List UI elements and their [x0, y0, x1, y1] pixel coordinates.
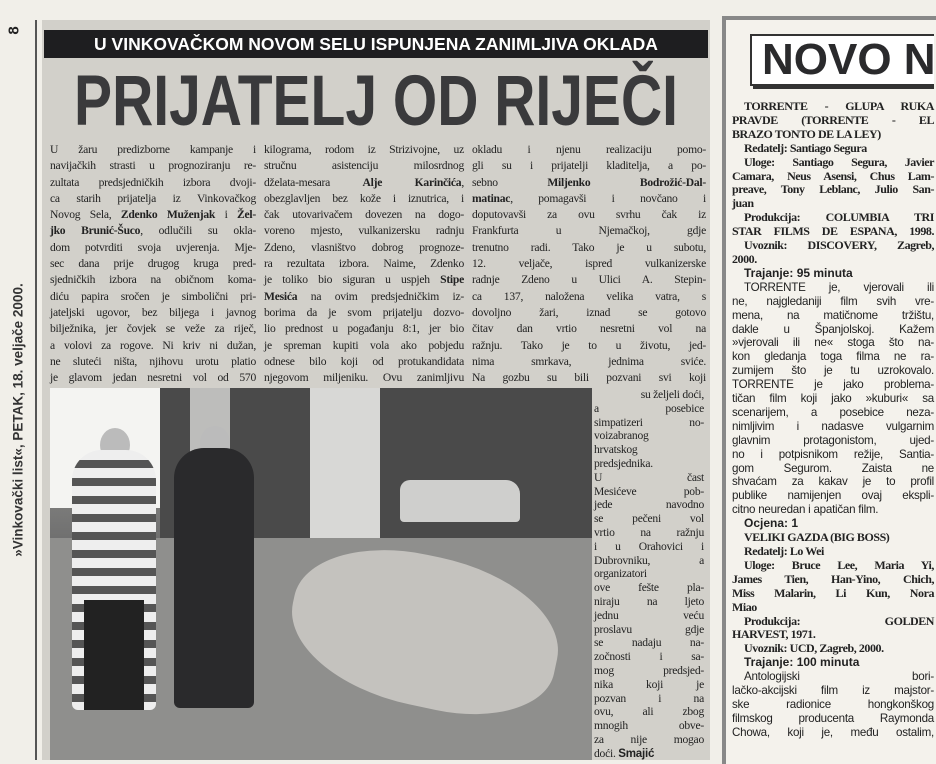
- text-run: zočnosti i sa-: [594, 650, 704, 664]
- text-line: [594, 471, 704, 485]
- text-line: [50, 305, 256, 321]
- review-line: Uvoznik: DISCOVERY, Zagreb,: [744, 238, 934, 253]
- text-run: okladu i njenu realizaciju pomo-: [472, 143, 706, 156]
- text-run: dovoljno žari, iznad se gotovo: [472, 305, 706, 319]
- photo-car: [400, 480, 520, 522]
- text-line: [50, 272, 256, 288]
- text-run: ove fešte pla-: [594, 581, 704, 595]
- bold-name: Alje Karinčića: [362, 175, 462, 189]
- text-run: stručnu asistenciju milosrdnog: [264, 159, 464, 173]
- review-line: Miao: [732, 599, 757, 614]
- review-line: Redatelj: Lo Wei: [744, 544, 824, 558]
- text-line: [264, 370, 464, 386]
- text-line: [50, 321, 256, 337]
- text-run: čak utovarivačem dovezen na dogo-: [264, 208, 464, 222]
- review-line: 2000.: [732, 251, 757, 266]
- text-run: su željeli doći,: [640, 388, 704, 401]
- text-run: ražnju. Tako je to u životu, jed-: [472, 338, 706, 352]
- text-line: [594, 540, 704, 554]
- photo-person-legs: [84, 600, 144, 710]
- text-line: [472, 142, 706, 158]
- text-run: jede navodno: [594, 498, 704, 512]
- review-line: Miss Malarin, Li Kun, Nora: [732, 585, 934, 600]
- text-run: je toliko bio siguran u uspjeh: [264, 273, 441, 287]
- text-run: U čast: [594, 470, 704, 484]
- text-run: a volovi za rogove. Ni kriv ni dužan,: [50, 338, 256, 352]
- text-run: na ovim predsjedničkim iz-: [297, 289, 464, 303]
- review-line: TORRENTE je jako problema-: [732, 378, 934, 392]
- text-line: [264, 256, 464, 272]
- bold-name: jko Brunić-Šuco: [50, 224, 141, 238]
- film-reviews-text: [732, 100, 934, 740]
- text-run: doći.: [594, 746, 619, 760]
- photo-person-dark-jacket: [174, 448, 254, 708]
- text-line: [50, 289, 256, 305]
- text-line: [472, 289, 706, 305]
- text-run: jateljski ugovor, bez biljega i javnog: [50, 305, 256, 319]
- review-line: gom Segurom. Zaista ne: [732, 461, 934, 475]
- bold-name: Stipe: [440, 273, 464, 287]
- bold-name: Miljenko Bodrožić-Dal-: [547, 175, 706, 189]
- text-line: [594, 692, 704, 706]
- text-line: [594, 402, 704, 416]
- text-line: [472, 305, 706, 321]
- review-line: glavnim protagonistom, ujed-: [732, 433, 934, 447]
- review-line: VELIKI GAZDA (BIG BOSS): [744, 530, 890, 545]
- bold-name: Mesića: [264, 289, 298, 303]
- photo-person-striped-sweater: [72, 450, 156, 710]
- text-line: [594, 485, 704, 499]
- text-run: ,: [461, 175, 464, 189]
- text-run: ovu, ali zbog: [594, 705, 704, 719]
- review-line: Camara, Neus Asensi, Chus Lam-: [732, 168, 934, 183]
- text-run: je spreman kupiti vola ako pobjedu: [264, 338, 464, 352]
- review-line: Uloge: Bruce Lee, Maria Yi,: [744, 557, 934, 572]
- text-run: radnje Zdeno u Ulici A. Stepin-: [472, 273, 706, 287]
- review-line: ne, najgledaniji film svih vre-: [732, 294, 934, 308]
- text-line: [264, 272, 464, 288]
- text-run: sjedničkih izbora na običnom koma-: [50, 273, 256, 287]
- text-line: [472, 338, 706, 354]
- page-number: 8: [5, 26, 23, 35]
- text-line: [50, 338, 256, 354]
- text-line: [594, 554, 704, 568]
- review-line: publike namijenjen ovaj ekspli-: [732, 489, 934, 503]
- text-run: predsjednika.: [594, 456, 653, 470]
- review-line: Produkcija: GOLDEN: [744, 613, 934, 628]
- article-column-3: [472, 142, 706, 386]
- text-run: navijačkih strasti u prognoziranju re-: [50, 159, 256, 173]
- text-run: a posebice: [594, 401, 704, 415]
- text-line: [594, 636, 704, 650]
- review-line: citno neuredan i apatičan film.: [732, 503, 879, 517]
- text-run: trenutno radi. Tako je u subotu,: [472, 240, 706, 254]
- text-line: [50, 142, 256, 158]
- bold-name: Žel-: [237, 208, 256, 222]
- review-line: tičan film koji jako »kuburi« sa: [732, 392, 934, 406]
- film-reviews-panel: [722, 16, 936, 764]
- text-line: [264, 158, 464, 174]
- review-line: »vjerovali ili ne« stoga što na-: [732, 336, 934, 350]
- text-line: [472, 240, 706, 256]
- text-line: [594, 664, 704, 678]
- text-run: sec dana prije drugog kruga pred-: [50, 257, 256, 271]
- text-run: dželata-mesara: [264, 175, 363, 189]
- text-run: 12. veljače, ispred vulkanizerske: [472, 257, 706, 271]
- text-line: [264, 175, 464, 191]
- text-line: [472, 191, 706, 207]
- margin-rule: [35, 20, 37, 760]
- review-line: ske radionice hongkonškog: [732, 697, 934, 711]
- text-run: i u Orahovici i: [594, 539, 704, 553]
- article: [42, 20, 710, 760]
- review-line: Trajanje: 100 minuta: [744, 655, 860, 670]
- text-line: [50, 223, 256, 239]
- text-run: ca starih prijatelja iz Vinkovačkog: [50, 191, 256, 205]
- text-run: ne sluteći ništa, njihovu urotu platio: [50, 354, 256, 368]
- text-run: mnogih obve-: [594, 719, 704, 733]
- text-run: i: [215, 208, 238, 222]
- text-line: [594, 416, 704, 430]
- text-line: [472, 370, 706, 386]
- text-run: Zdeno, vlasništvo dobrog prognoze-: [264, 240, 464, 254]
- review-line: PRAVDE (TORRENTE - EL: [732, 112, 934, 127]
- text-line: [472, 321, 706, 337]
- text-line: [594, 719, 704, 733]
- text-line: [472, 223, 706, 239]
- text-run: ra rezultata izbora. Naime, Zdenko: [264, 257, 464, 271]
- article-headline: PRIJATELJ OD RIJEČI: [74, 61, 678, 141]
- text-line: [594, 705, 704, 719]
- bold-name: Smajić: [618, 746, 655, 760]
- text-run: bilježnika, jer čovjek se veže za riječ,: [50, 322, 256, 336]
- review-line: Ocjena: 1: [744, 516, 799, 531]
- text-run: nima smrkava, jednima sviće.: [472, 354, 706, 368]
- text-line: [594, 650, 704, 664]
- review-line: Produkcija: COLUMBIA TRI: [744, 210, 934, 225]
- article-photo: [50, 388, 592, 760]
- review-line: lačko-akcijski film iz majstor-: [732, 684, 934, 698]
- text-line: [50, 175, 256, 191]
- text-run: U žaru predizborne kampanje i: [50, 143, 256, 156]
- page-margin: [4, 0, 32, 760]
- text-line: [594, 567, 704, 581]
- review-line: Chowa, koji je, među ostalim,: [732, 725, 934, 739]
- text-line: [594, 595, 704, 609]
- text-line: [594, 623, 704, 637]
- text-line: [472, 256, 706, 272]
- text-run: nika koji je: [594, 677, 704, 691]
- text-line: [264, 142, 464, 158]
- review-line: preave, Tony Leblanc, Julio San-: [732, 182, 934, 197]
- text-run: organizatori: [594, 567, 647, 581]
- review-line: James Tien, Han-Yino, Chich,: [732, 571, 934, 586]
- text-line: [472, 175, 706, 191]
- text-run: borima da je svom prijatelju dozvo-: [264, 305, 464, 319]
- text-line: [264, 321, 464, 337]
- text-run: lio prednost u pogađanju 8:1, jer bio: [264, 322, 464, 336]
- review-line: Uvoznik: UCD, Zagreb, 2000.: [744, 641, 884, 656]
- text-run: Na gozbu su bili pozvani svi koji: [472, 371, 706, 385]
- text-run: gli su i prijatelji kladitelja, a po-: [472, 159, 706, 173]
- review-line: HARVEST, 1971.: [732, 627, 816, 642]
- review-line: juan: [732, 196, 754, 211]
- article-column-1: [50, 142, 256, 386]
- review-line: kon gledanja toga filma ne ra-: [732, 350, 934, 364]
- text-run: Dubrovniku, a: [594, 553, 704, 567]
- text-line: [472, 207, 706, 223]
- text-run: obezglavljen bez kože i iznutrica, i: [264, 191, 464, 205]
- review-line: scenarijem, a posebice neza-: [732, 405, 934, 419]
- text-run: voizabranog: [594, 429, 649, 443]
- text-line: [594, 678, 704, 692]
- text-line: [594, 498, 704, 512]
- text-run: doputovavši za ovu svrhu čak iz: [472, 208, 706, 222]
- text-run: proslavu gdje: [594, 622, 704, 636]
- review-line: dakle u Španjolskoj. Kažem: [732, 322, 934, 336]
- text-line: [594, 429, 704, 443]
- text-line: [264, 191, 464, 207]
- text-line: [50, 158, 256, 174]
- review-line: TORRENTE - GLUPA RUKA: [744, 99, 934, 113]
- section-title: NOVO N: [750, 34, 934, 86]
- text-run: simpatizeri no-: [594, 415, 704, 429]
- text-line: [594, 512, 704, 526]
- text-run: niraju na ljeto: [594, 594, 704, 608]
- review-line: nimljivim i nadasve vulgarnim: [732, 419, 934, 433]
- text-run: vrtio na ražnju: [594, 525, 704, 539]
- review-line: shvaćam za kakav je to profil: [732, 475, 934, 489]
- review-line: Uloge: Santiago Segura, Javier: [744, 154, 934, 169]
- text-run: ca 137, naložena velika vatra, s: [472, 289, 706, 303]
- text-line: [594, 526, 704, 540]
- text-run: se nadaju na-: [594, 636, 704, 650]
- review-line: zumijem što je tu uzrokovalo.: [732, 364, 934, 378]
- text-line: [594, 443, 704, 457]
- text-run: jednu veću: [594, 608, 704, 622]
- text-line: [50, 256, 256, 272]
- text-run: za nije mogao: [594, 732, 704, 746]
- review-line: BRAZO TONTO DE LA LEY): [732, 126, 881, 141]
- article-column-4: [594, 388, 704, 761]
- review-line: TORRENTE je, vjerovali ili: [744, 280, 934, 294]
- text-line: [50, 207, 256, 223]
- text-line: [264, 305, 464, 321]
- article-column-2: [264, 142, 464, 386]
- text-run: zultata predsjedničkih izbora dvoji-: [50, 175, 256, 189]
- text-run: Frankfurta u Njemačkoj, gdje: [472, 224, 706, 238]
- text-line: [594, 388, 704, 402]
- text-run: sebno: [472, 175, 548, 189]
- text-run: se pečeni vol: [594, 512, 704, 526]
- text-run: njegovom miljeniku. Ovu zanimljivu: [264, 371, 464, 385]
- text-run: Novog Sela,: [50, 208, 121, 222]
- text-line: [50, 191, 256, 207]
- bold-name: Zdenko Muženjak: [120, 208, 216, 222]
- text-line: [594, 609, 704, 623]
- section-title-shadow: [753, 86, 934, 89]
- text-run: čitav dan vrtio nesretni vol na: [472, 322, 706, 336]
- text-line: [264, 207, 464, 223]
- text-line: [472, 354, 706, 370]
- text-line: [594, 733, 704, 747]
- text-line: [594, 747, 704, 761]
- review-line: no i potpisnikom režije, Santia-: [732, 447, 934, 461]
- text-line: [264, 354, 464, 370]
- text-run: pozvan i na: [594, 691, 704, 705]
- text-run: , odlučili su okla-: [140, 224, 256, 238]
- text-line: [264, 223, 464, 239]
- text-line: [50, 240, 256, 256]
- text-run: diću papira sročen je simbolični pri-: [50, 289, 256, 303]
- review-line: STAR FILMS DE ESPANA, 1998.: [732, 224, 934, 239]
- text-run: odnese bilo koji od protukandidata: [264, 354, 464, 368]
- text-line: [50, 370, 256, 386]
- text-run: , pomagavši i novčano i: [510, 191, 706, 205]
- photo-pillar: [310, 388, 380, 548]
- text-run: voreno mjesto, vulkanizersku radnju: [264, 224, 464, 238]
- text-run: je glavom jedan nesretni vol od 570: [50, 371, 256, 385]
- review-line: Redatelj: Santiago Segura: [744, 140, 867, 155]
- review-line: filmskog producenta Raymonda: [732, 711, 934, 725]
- review-line: mena, na matičnome tržištu,: [732, 308, 934, 322]
- text-run: dom potvrditi svoja uvjerenja. Mje-: [50, 240, 256, 254]
- newspaper-folio: »Vinkovački list«, PETAK, 18. veljače 2000.: [10, 283, 26, 557]
- text-run: kilograma, rodom iz Strizivojne, uz: [264, 143, 464, 156]
- review-line: Trajanje: 95 minuta: [744, 265, 853, 280]
- text-line: [50, 354, 256, 370]
- review-line: Antologijski bori-: [744, 670, 934, 684]
- text-line: [594, 581, 704, 595]
- text-line: [472, 158, 706, 174]
- text-line: [264, 240, 464, 256]
- article-kicker: U VINKOVAČKOM NOVOM SELU ISPUNJENA ZANIMLJIVA OKLADA: [44, 30, 708, 58]
- text-line: [594, 457, 704, 471]
- text-run: hrvatskog: [594, 443, 638, 457]
- text-line: [264, 289, 464, 305]
- text-run: Mesićeve pob-: [594, 484, 704, 498]
- text-run: mog predsjed-: [594, 663, 704, 677]
- text-line: [264, 338, 464, 354]
- bold-name: matinac: [472, 191, 511, 205]
- text-line: [472, 272, 706, 288]
